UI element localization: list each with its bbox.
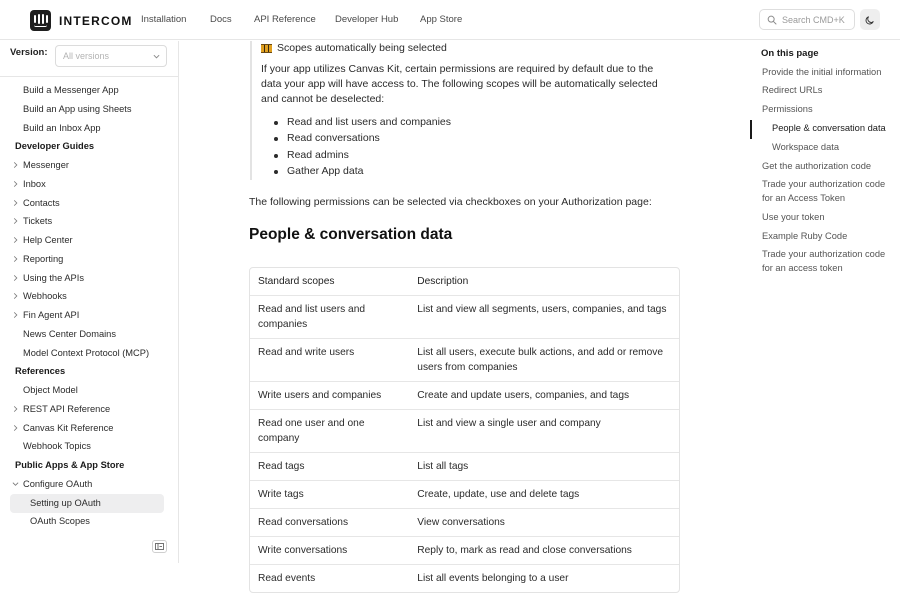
toc-item-get-authorization-code[interactable]: Get the authorization code xyxy=(762,161,872,171)
sidebar-item-help-center[interactable] xyxy=(0,231,178,249)
sidebar-item-label: Inbox xyxy=(23,179,46,189)
column-header: Standard scopes xyxy=(258,276,335,287)
scope-cell: Write conversations xyxy=(258,545,348,556)
toc-item-workspace-data[interactable]: Workspace data xyxy=(772,142,840,152)
table-row xyxy=(250,536,679,564)
section-heading: People & conversation data xyxy=(249,226,453,243)
sidebar-item-webhook-topics[interactable] xyxy=(0,437,178,455)
sidebar-item-webhooks[interactable] xyxy=(0,287,178,305)
sidebar-item-build-app-sheets[interactable] xyxy=(0,100,178,118)
sidebar-item-reporting[interactable] xyxy=(0,250,178,268)
chevron-down-icon xyxy=(153,53,160,60)
nav-app-store[interactable]: App Store xyxy=(420,14,463,25)
sidebar-item-label: Help Center xyxy=(23,235,73,245)
chevron-right-icon xyxy=(12,424,19,432)
list-item: Read and list users and companies xyxy=(287,116,451,132)
table-row xyxy=(250,409,679,452)
sidebar-item-oauth-scopes[interactable] xyxy=(0,512,178,530)
sidebar-item-label: REST API Reference xyxy=(23,404,111,414)
chevron-right-icon xyxy=(12,405,19,413)
table-row xyxy=(250,295,679,338)
callout-border xyxy=(250,41,252,180)
chevron-right-icon xyxy=(12,217,19,225)
sidebar-section-public-apps xyxy=(0,456,178,474)
table-row xyxy=(250,381,679,409)
sidebar-item-label: Fin Agent API xyxy=(23,310,80,320)
required-scopes-list xyxy=(287,116,451,181)
callout-text: If your app utilizes Canvas Kit, certain permissions are required by default due to the data your app will have access to. The following scopes will be automatically selected and cannot be deselected: xyxy=(261,63,658,105)
sidebar-item-build-inbox-app[interactable] xyxy=(0,119,178,137)
table-row xyxy=(250,564,679,592)
toc-item-trade-code-access-token-2[interactable]: Trade your authorization code for an access token xyxy=(762,249,886,273)
toc-item-permissions[interactable]: Permissions xyxy=(762,104,813,114)
toc-item-people-conversation-data[interactable]: People & conversation data xyxy=(772,123,886,133)
column-header: Description xyxy=(417,276,469,287)
sidebar-item-tickets[interactable] xyxy=(0,212,178,230)
scope-cell: Write users and companies xyxy=(258,390,382,401)
chevron-right-icon xyxy=(12,199,19,207)
description-cell: List all events belonging to a user xyxy=(417,573,569,584)
sidebar-section-label: References xyxy=(15,366,66,376)
chevron-right-icon xyxy=(12,180,19,188)
brand-name: INTERCOM xyxy=(59,13,133,28)
collapse-sidebar-button[interactable] xyxy=(152,540,167,553)
sidebar-section-label: Developer Guides xyxy=(15,141,95,151)
sidebar-item-label: Tickets xyxy=(23,216,53,226)
sidebar-item-label: Configure OAuth xyxy=(23,479,93,489)
table-row xyxy=(250,480,679,508)
sidebar-item-messenger[interactable] xyxy=(0,156,178,174)
callout-title xyxy=(261,42,447,54)
table-row xyxy=(250,452,679,480)
sidebar-divider xyxy=(0,76,178,77)
sidebar-item-label: News Center Domains xyxy=(23,329,117,339)
sidebar-item-using-the-apis[interactable] xyxy=(0,269,178,287)
list-item: Read conversations xyxy=(287,132,451,148)
sidebar-item-label: Model Context Protocol (MCP) xyxy=(23,348,150,358)
search-icon xyxy=(767,15,777,25)
chevron-right-icon xyxy=(12,292,19,300)
chevron-right-icon xyxy=(12,161,19,169)
nav-developer-hub[interactable]: Developer Hub xyxy=(335,14,399,25)
list-item: Read admins xyxy=(287,149,451,165)
toc-item-example-ruby-code[interactable]: Example Ruby Code xyxy=(762,231,848,241)
toc-item-redirect-urls[interactable]: Redirect URLs xyxy=(762,85,823,95)
scope-cell: Read and write users xyxy=(258,347,355,358)
sidebar-item-contacts[interactable] xyxy=(0,194,178,212)
construction-icon xyxy=(261,44,272,53)
sidebar-item-build-messenger-app[interactable] xyxy=(0,81,178,99)
version-label: Version: xyxy=(10,47,48,58)
sidebar-item-mcp[interactable] xyxy=(0,344,178,362)
version-row xyxy=(10,47,110,61)
description-cell: List all users, execute bulk actions, and add or remove users from companies xyxy=(417,347,664,373)
scope-cell: Read tags xyxy=(258,461,305,472)
chevron-down-icon xyxy=(12,480,19,488)
sidebar-item-inbox[interactable] xyxy=(0,175,178,193)
description-cell: Create, update, use and delete tags xyxy=(417,489,580,500)
permissions-intro: The following permissions can be selected via checkboxes on your Authorization page: xyxy=(249,196,652,208)
version-select[interactable] xyxy=(55,45,167,67)
table-row xyxy=(250,508,679,536)
sidebar-item-label: Messenger xyxy=(23,160,69,170)
nav-api-reference[interactable]: API Reference xyxy=(254,14,316,25)
sidebar-collapse-icon xyxy=(155,543,164,550)
scope-cell: Read one user and one company xyxy=(258,418,365,444)
description-cell: Reply to, mark as read and close conversations xyxy=(417,545,632,556)
description-cell: Create and update users, companies, and tags xyxy=(417,390,630,401)
sidebar-item-label: Reporting xyxy=(23,254,64,264)
nav-installation[interactable]: Installation xyxy=(141,14,187,25)
callout-title-text: Scopes automatically being selected xyxy=(277,42,447,54)
list-item: Gather App data xyxy=(287,165,451,181)
sidebar-item-label: Webhooks xyxy=(23,291,67,301)
toc-item-use-your-token[interactable]: Use your token xyxy=(762,212,825,222)
sidebar-item-canvas-kit-reference[interactable] xyxy=(0,419,178,437)
top-navigation-bar xyxy=(0,0,900,40)
sidebar-section-developer-guides xyxy=(0,137,178,155)
toc-title: On this page xyxy=(761,48,819,59)
description-cell: View conversations xyxy=(417,517,505,528)
scopes-table xyxy=(249,267,680,593)
sidebar-item-news-center-domains[interactable] xyxy=(0,325,178,343)
intercom-logo[interactable] xyxy=(30,10,133,31)
table-of-contents xyxy=(750,41,900,563)
sidebar-item-label: Setting up OAuth xyxy=(30,498,101,508)
nav-docs[interactable]: Docs xyxy=(210,14,232,25)
table-header-row xyxy=(250,268,679,295)
sidebar-item-rest-api-reference[interactable] xyxy=(0,400,178,418)
sidebar-item-label: Build a Messenger App xyxy=(23,85,119,95)
toc-item-trade-code-access-token[interactable]: Trade your authorization code for an Access Token xyxy=(762,179,886,203)
description-cell: List and view all segments, users, companies, and tags xyxy=(417,304,667,315)
chevron-right-icon xyxy=(12,274,19,282)
table-row xyxy=(250,338,679,381)
toc-active-indicator xyxy=(750,120,752,139)
sidebar-item-configure-oauth[interactable] xyxy=(0,475,178,493)
sidebar-item-object-model[interactable] xyxy=(0,381,178,399)
main-content xyxy=(180,41,750,584)
sidebar-item-label: OAuth Scopes xyxy=(30,516,90,526)
description-cell: List all tags xyxy=(417,461,469,472)
sidebar-section-label: Public Apps & App Store xyxy=(15,460,125,470)
description-cell: List and view a single user and company xyxy=(417,418,601,429)
sidebar-item-label: Using the APIs xyxy=(23,273,84,283)
search-placeholder: Search CMD+K xyxy=(782,14,845,25)
sidebar-item-label: Build an Inbox App xyxy=(23,123,101,133)
sidebar-section-references xyxy=(0,362,178,380)
sidebar-item-fin-agent-api[interactable] xyxy=(0,306,178,324)
search-button[interactable] xyxy=(759,9,855,30)
chevron-right-icon xyxy=(12,236,19,244)
sidebar xyxy=(0,41,179,563)
sidebar-item-label: Build an App using Sheets xyxy=(23,104,132,114)
version-select-value: All versions xyxy=(63,51,110,61)
toc-item-initial-information[interactable]: Provide the initial information xyxy=(762,67,882,77)
chevron-right-icon xyxy=(12,255,19,263)
theme-toggle-button[interactable] xyxy=(860,9,880,30)
sidebar-item-label: Canvas Kit Reference xyxy=(23,423,114,433)
sidebar-item-label: Object Model xyxy=(23,385,78,395)
scope-cell: Read events xyxy=(258,573,316,584)
sidebar-item-setting-up-oauth[interactable] xyxy=(0,494,178,512)
chevron-right-icon xyxy=(12,311,19,319)
intercom-logo-icon xyxy=(30,10,51,31)
moon-icon xyxy=(865,15,875,25)
scope-cell: Read conversations xyxy=(258,517,349,528)
sidebar-item-label: Webhook Topics xyxy=(23,441,91,451)
scope-cell: Read and list users and companies xyxy=(258,304,366,330)
sidebar-item-label: Contacts xyxy=(23,198,60,208)
scope-cell: Write tags xyxy=(258,489,304,500)
